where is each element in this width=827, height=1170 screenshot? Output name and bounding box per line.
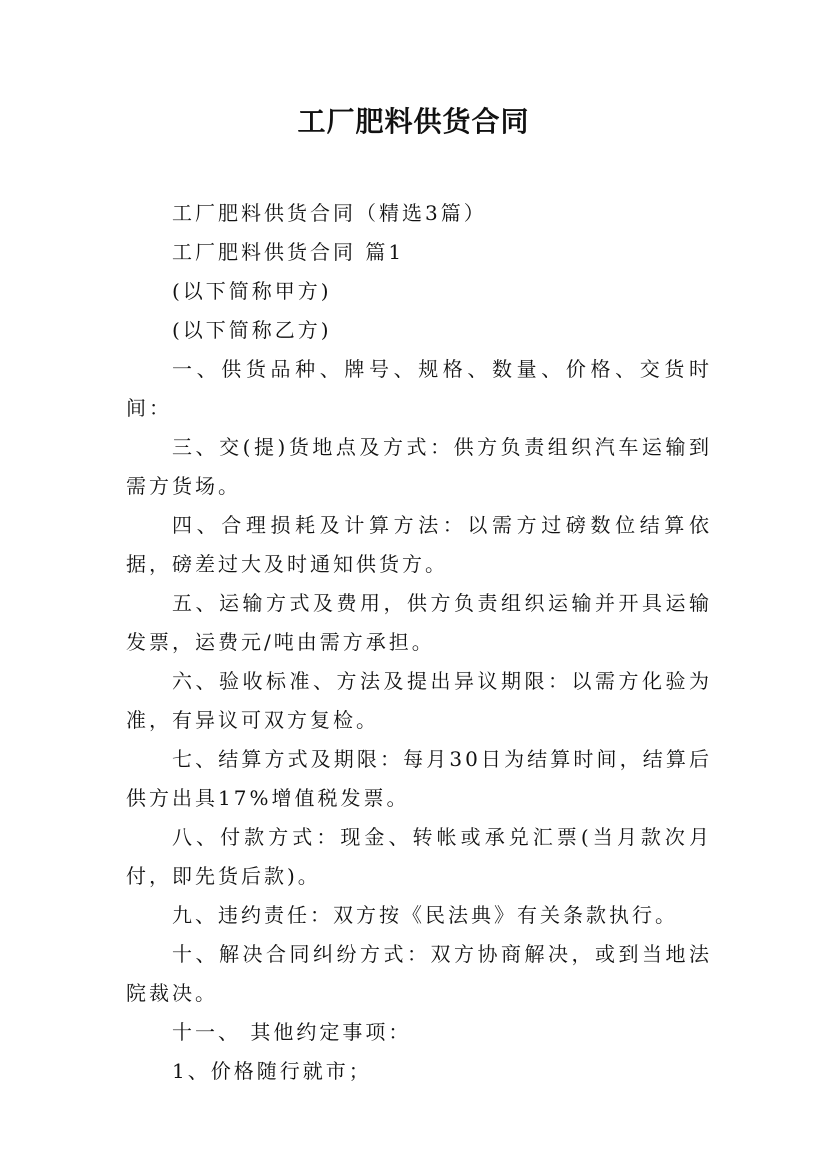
paragraph: 十、解决合同纠纷方式：双方协商解决，或到当地法院裁决。: [126, 942, 712, 1005]
paragraph: 1、价格随行就市；: [172, 1059, 372, 1083]
paragraph: 八、付款方式：现金、转帐或承兑汇票(当月款次月付，即先货后款)。: [126, 825, 712, 888]
paragraph: 十一、 其他约定事项：: [172, 1020, 412, 1044]
document-title: 工厂肥料供货合同: [297, 105, 530, 138]
document-body: [126, 194, 712, 1091]
paragraph: 工厂肥料供货合同 篇1: [172, 240, 405, 264]
paragraph: 工厂肥料供货合同（精选3篇）: [172, 201, 487, 225]
paragraph: (以下简称甲方): [172, 279, 332, 303]
paragraph: 六、验收标准、方法及提出异议期限：以需方化验为准，有异议可双方复检。: [126, 669, 712, 732]
paragraph: 三、交(提)货地点及方式：供方负责组织汽车运输到需方货场。: [126, 435, 712, 498]
paragraph: 一、供货品种、牌号、规格、数量、价格、交货时间：: [126, 357, 712, 420]
paragraph: 九、违约责任：双方按《民法典》有关条款执行。: [172, 903, 678, 927]
paragraph: 五、运输方式及费用，供方负责组织运输并开具运输发票，运费元/吨由需方承担。: [126, 591, 712, 654]
paragraph: 七、结算方式及期限：每月30日为结算时间，结算后供方出具17%增值税发票。: [126, 747, 712, 810]
paragraph: 四、合理损耗及计算方法：以需方过磅数位结算依据，磅差过大及时通知供货方。: [126, 513, 712, 576]
paragraph: (以下简称乙方): [172, 318, 332, 342]
